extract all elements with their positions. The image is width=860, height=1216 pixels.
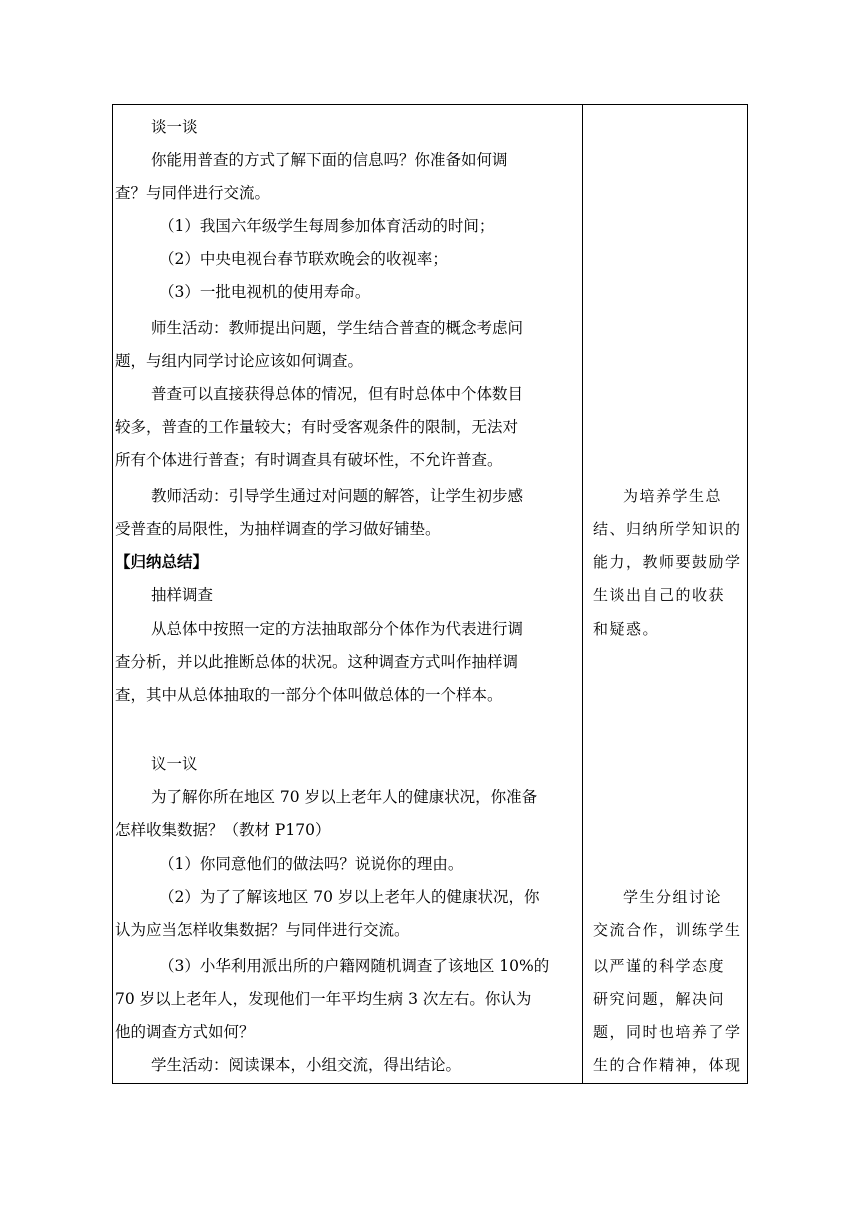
content-line: 查？与同伴进行交流。 <box>115 184 271 202</box>
note-line: 为培养学生总 <box>623 487 723 505</box>
content-line: 为了解你所在地区 70 岁以上老年人的健康状况，你准备 <box>151 788 538 806</box>
content-line: 师生活动：教师提出问题，学生结合普查的概念考虑问 <box>151 319 524 337</box>
content-line: 认为应当怎样收集数据？与同伴进行交流。 <box>115 921 410 939</box>
note-line: 交流合作，训练学生 <box>593 921 742 939</box>
note-line: 学生分组讨论 <box>623 888 723 906</box>
content-line: （1）你同意他们的做法吗？说说你的理由。 <box>159 855 464 873</box>
content-line: 教师活动：引导学生通过对问题的解答，让学生初步感 <box>151 487 524 505</box>
lesson-table <box>112 104 748 1084</box>
content-line: 70 岁以上老年人，发现他们一年平均生病 3 次左右。你认为 <box>115 990 532 1008</box>
note-line: 题，同时也培养了学 <box>593 1023 742 1041</box>
notes-column <box>583 105 749 1083</box>
content-line: 所有个体进行普查；有时调查具有破坏性，不允许普查。 <box>115 451 503 469</box>
note-line: 生谈出自己的收获 <box>593 586 726 604</box>
note-line: 和疑惑。 <box>593 620 660 638</box>
note-line: 能力，教师要鼓励学 <box>593 553 742 571</box>
content-line: 较多，普查的工作量较大；有时受客观条件的限制，无法对 <box>115 418 519 436</box>
content-line: 你能用普查的方式了解下面的信息吗？你准备如何调 <box>151 151 508 169</box>
content-line: 怎样收集数据？（教材 P170） <box>115 821 331 839</box>
content-line: 普查可以直接获得总体的情况，但有时总体中个体数目 <box>151 385 524 403</box>
main-content-column <box>113 105 582 1083</box>
note-line: 生的合作精神，体现 <box>593 1056 742 1074</box>
content-line: 查，其中从总体抽取的一部分个体叫做总体的一个样本。 <box>115 686 503 704</box>
note-line: 结、归纳所学知识的 <box>593 520 742 538</box>
note-line: 以严谨的科学态度 <box>593 957 726 975</box>
content-line: 从总体中按照一定的方法抽取部分个体作为代表进行调 <box>151 620 524 638</box>
content-line: 题，与组内同学讨论应该如何调查。 <box>115 352 364 370</box>
content-line: （2）为了了解该地区 70 岁以上老年人的健康状况，你 <box>159 888 540 906</box>
content-line: 议一议 <box>151 755 198 773</box>
content-line: 他的调查方式如何？ <box>115 1023 255 1041</box>
content-line: （1）我国六年级学生每周参加体育活动的时间； <box>159 217 495 235</box>
content-line: 查分析，并以此推断总体的状况。这种调查方式叫作抽样调 <box>115 653 519 671</box>
content-line: （3）一批电视机的使用寿命。 <box>159 283 371 301</box>
content-line: 抽样调查 <box>151 586 214 604</box>
note-line: 研究问题，解决问 <box>593 990 726 1008</box>
content-line: 【归纳总结】 <box>115 553 209 571</box>
content-line: 学生活动：阅读课本，小组交流，得出结论。 <box>151 1056 462 1074</box>
content-line: （2）中央电视台春节联欢晚会的收视率； <box>159 250 448 268</box>
content-line: 受普查的局限性，为抽样调查的学习做好铺垫。 <box>115 520 441 538</box>
content-line: 谈一谈 <box>151 118 198 136</box>
content-line: （3）小华利用派出所的户籍网随机调查了该地区 10%的 <box>159 957 550 975</box>
